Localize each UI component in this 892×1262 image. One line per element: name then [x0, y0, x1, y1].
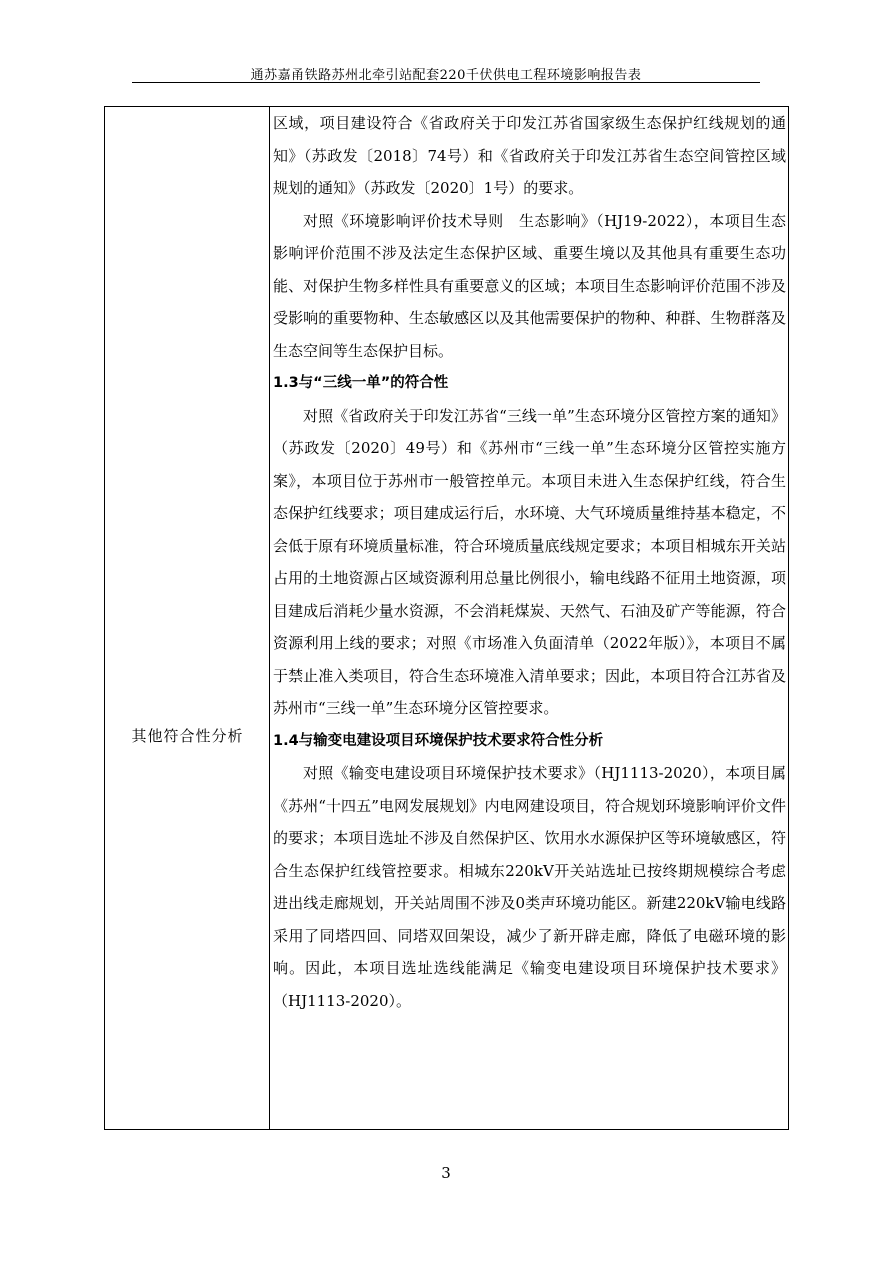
- section-heading: 1.3与“三线一单”的符合性: [273, 375, 449, 391]
- header-divider: [132, 82, 760, 83]
- body-paragraph: 对照《输变电建设项目环境保护技术要求》（HJ1113-2020），本项目属《苏州“十四五”电网发展规划》内电网建设项目，符合规划环境影响评价文件的要求；本项目选址不涉及自然保护区、饮用水水源保护区等环境敏感区，符合生态保护红线管控要求。相城东220kV开关站选址已按终期规模综合考虑进出线走廊规划，开关站周围不涉及0类声环境功能区。新建220kV输电线路采用了同塔四回、同塔双回架设，减少了新开辟走廊，降低了电磁环境的影响。因此，本项目选址选线能满足《输变电建设项目环境保护技术要求》（HJ1113-2020）。: [273, 764, 786, 1010]
- body-paragraph: 区域，项目建设符合《省政府关于印发江苏省国家级生态保护红线规划的通知》（苏政发〔2018〕74号）和《省政府关于印发江苏省生态空间管控区域规划的通知》（苏政发〔2020〕1号）的要求。: [273, 114, 786, 197]
- body-paragraph: 对照《省政府关于印发江苏省“三线一单”生态环境分区管控方案的通知》（苏政发〔2020〕49号）和《苏州市“三线一单”生态环境分区管控实施方案》，本项目位于苏州市一般管控单元。本项目未进入生态保护红线，符合生态保护红线要求；项目建成运行后，水环境、大气环境质量维持基本稳定，不会低于原有环境质量标准，符合环境质量底线规定要求；本项目相城东开关站占用的土地资源占区域资源利用总量比例很小，输电线路不征用土地资源，项目建成后消耗少量水资源，不会消耗煤炭、天然气、石油及矿产等能源，符合资源利用上线的要求；对照《市场准入负面清单（2022年版）》，本项目不属于禁止准入类项目，符合生态环境准入清单要求；因此，本项目符合江苏省及苏州市“三线一单”生态环境分区管控要求。: [273, 406, 786, 717]
- row-label: 其他符合性分析: [131, 727, 244, 745]
- analysis-content: [271, 107, 788, 1017]
- row-label-cell: [105, 107, 270, 1129]
- section-heading: 1.4与输变电建设项目环境保护技术要求符合性分析: [273, 732, 604, 749]
- page-number: 3: [441, 1164, 451, 1182]
- document-header-title: 通苏嘉甬铁路苏州北牵引站配套220千伏供电工程环境影响报告表: [250, 68, 642, 83]
- analysis-table: [104, 106, 789, 1130]
- body-paragraph: 对照《环境影响评价技术导则 生态影响》（HJ19-2022），本项目生态影响评价范围不涉及法定生态保护区域、重要生境以及其他具有重要生态功能、对保护生物多样性具有重要意义的区域；本项目生态影响评价范围不涉及受影响的重要物种、生态敏感区以及其他需要保护的物种、种群、生物群落及生态空间等生态保护目标。: [273, 211, 786, 360]
- row-content-cell: [271, 107, 788, 1129]
